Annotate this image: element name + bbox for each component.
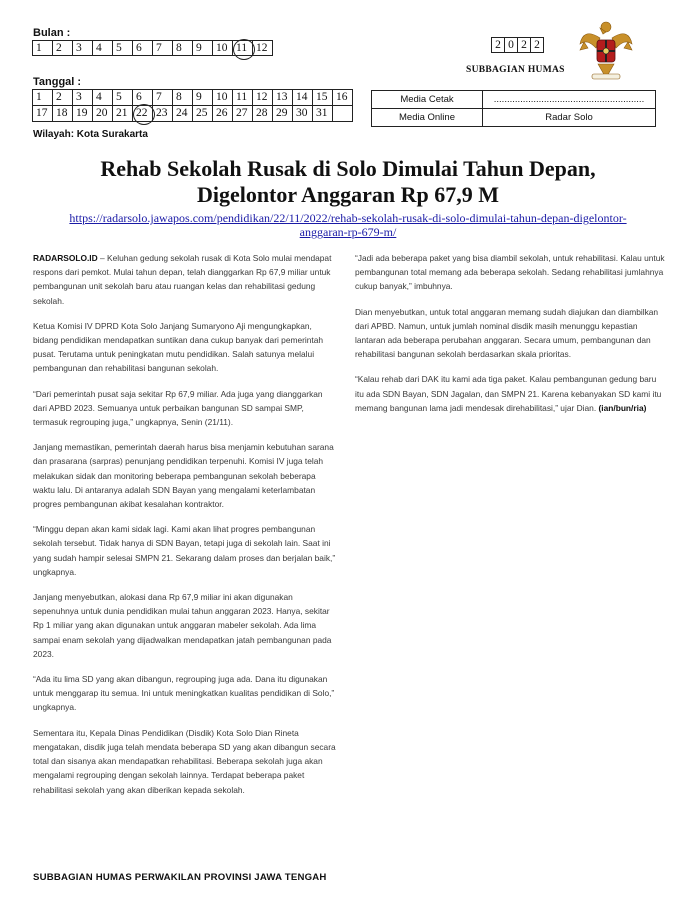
article-paragraph	[33, 387, 338, 430]
article-url-line1[interactable]: https://radarsolo.jawapos.com/pendidikan/22/11/2022/rehab-sekolah-rusak-di-solo-dimulai-tahun-depan-digelontor-	[69, 211, 627, 225]
bulan-label: Bulan :	[33, 27, 71, 39]
date-cell	[173, 106, 193, 122]
month-cell	[173, 41, 193, 56]
article-paragraph	[33, 522, 338, 579]
date-number: 25	[196, 107, 208, 119]
article-credit: (ian/bun/ria)	[598, 402, 647, 413]
date-cell	[113, 106, 133, 122]
date-cell	[253, 90, 273, 106]
month-cell	[113, 41, 133, 56]
date-cell	[113, 90, 133, 106]
paragraph-text: “Kalau rehab dari DAK itu kami ada tiga paket. Kalau pembangunan gedung baru itu ada SDN Bayan, SDN Jagalan, dan SMPN 21. Karena kebanyakan SD kami itu memang bangunan lama jadi mendesak direhabilitasi,” ujar Dian.	[355, 374, 662, 413]
year-digit: 2	[492, 38, 505, 53]
date-cell	[173, 90, 193, 106]
media-table	[371, 90, 656, 127]
media-online-value: Radar Solo	[483, 109, 656, 127]
date-number: 30	[296, 107, 308, 119]
date-number: 31	[316, 107, 328, 119]
month-number: 2	[56, 42, 62, 54]
date-number: 28	[256, 107, 268, 119]
date-cell	[273, 90, 293, 106]
article-paragraph	[33, 319, 338, 376]
date-grid	[32, 89, 353, 122]
article-url-line2[interactable]: anggaran-rp-679-m/	[299, 225, 397, 239]
month-cell	[53, 41, 73, 56]
month-cell	[253, 41, 273, 56]
date-cell	[253, 106, 273, 122]
paragraph-text: Sementara itu, Kepala Dinas Pendidikan (Disdik) Kota Solo Dian Rineta mengatakan, disdik juga telah mendata beberapa SD yang akan dibangun secara total dan sisanya akan mendapatkan rehabilitasi. Beberapa sekolah juga akan mengalami regrouping dengan sekolah lainnya. Terdapat beberapa paket rehabilitasi sekolah yang akan diberikan kepada sekolah.	[33, 727, 336, 795]
article-paragraph	[33, 672, 338, 715]
date-cell	[233, 90, 253, 106]
date-cell	[233, 106, 253, 122]
paragraph-text: “Ada itu lima SD yang akan dibangun, regrouping juga ada. Dana itu digunakan untuk menggarap itu semua. Ini untuk meningkatkan kualitas pendidikan di Solo,” ungkapnya.	[33, 674, 335, 713]
date-number: 5	[116, 91, 122, 103]
month-number: 6	[136, 42, 142, 54]
date-cell	[293, 90, 313, 106]
article-paragraph	[33, 440, 338, 511]
date-number: 13	[276, 91, 288, 103]
month-number: 9	[196, 42, 202, 54]
date-number: 3	[76, 91, 82, 103]
month-cell	[133, 41, 153, 56]
paragraph-text: “Jadi ada beberapa paket yang bisa diambil sekolah, untuk rehabilitasi. Kalau untuk pembangunan total memang ada beberapa sekolah. Sedang rehabilitasi jumlahnya cukup banyak,” imbuhnya.	[355, 253, 665, 292]
date-cell	[93, 106, 113, 122]
date-cell	[33, 106, 53, 122]
date-number: 1	[36, 91, 42, 103]
date-cell	[213, 90, 233, 106]
date-cell	[313, 106, 333, 122]
media-cetak-label: Media Cetak	[372, 91, 483, 109]
date-cell	[153, 90, 173, 106]
paragraph-text: Ketua Komisi IV DPRD Kota Solo Janjang Sumaryono Aji mengungkapkan, bidang pendidikan mendapatkan suntikan dana cukup banyak dari pemerintah pusat. Terutama untuk peningkatan mutu pendidikan. Salah satunya melalui pembangunan dan rehabilitasi bangunan sekolah.	[33, 320, 324, 374]
article-title-line2: Digelontor Anggaran Rp 67,9 M	[196, 182, 500, 207]
year-grid	[491, 37, 544, 53]
article-paragraph	[33, 726, 338, 797]
month-number: 4	[96, 42, 102, 54]
date-number: 14	[296, 91, 308, 103]
date-number: 24	[176, 107, 188, 119]
paragraph-text: – Keluhan gedung sekolah rusak di Kota Solo mulai mendapat respons dari pemkot. Mulai tahun depan, telah dianggarkan Rp 67,9 miliar untuk pembangunan unit sekolah baru atau ruangan kelas dan rehabilitasi gedung sekolah.	[33, 253, 332, 306]
date-number: 19	[76, 107, 88, 119]
date-cell	[273, 106, 293, 122]
date-number: 26	[216, 107, 228, 119]
media-online-label: Media Online	[372, 109, 483, 127]
date-cell	[193, 90, 213, 106]
date-number: 27	[236, 107, 248, 119]
paragraph-text: “Minggu depan akan kami sidak lagi. Kami akan lihat progres pembangunan sekolah tersebut. Tidak hanya di SDN Bayan, tetapi juga di sekolah lain. Saat ini yang sudah hampir selesai SMPN 21. Sekarang dalam proses dan berjalan baik,” ungkapnya.	[33, 524, 336, 577]
article-paragraph	[33, 251, 338, 308]
month-grid	[32, 40, 273, 56]
date-cell	[213, 106, 233, 122]
month-cell	[193, 41, 213, 56]
date-number: 7	[156, 91, 162, 103]
date-cell	[153, 106, 173, 122]
date-number: 10	[216, 91, 228, 103]
article-title	[20, 156, 676, 208]
date-cell	[73, 106, 93, 122]
date-cell	[333, 90, 353, 106]
month-number: 3	[76, 42, 82, 54]
media-row-cetak	[372, 91, 656, 109]
date-number: 20	[96, 107, 108, 119]
date-cell	[53, 90, 73, 106]
date-number: 16	[336, 91, 348, 103]
date-number: 17	[36, 107, 48, 119]
date-cell	[193, 106, 213, 122]
date-number: 23	[156, 107, 168, 119]
year-digit: 2	[531, 38, 544, 53]
month-cell	[233, 41, 253, 56]
date-number: 2	[56, 91, 62, 103]
article-url-link[interactable]	[20, 211, 676, 239]
footer-text: SUBBAGIAN HUMAS PERWAKILAN PROVINSI JAWA TENGAH	[33, 872, 327, 883]
article-paragraph	[33, 590, 338, 661]
article-left-column	[33, 251, 338, 808]
paragraph-text: Janjang menyebutkan, alokasi dana Rp 67,9 miliar ini akan digunakan sepenuhnya untuk dunia pendidikan mulai tahun anggaran 2023. Hanya, sekitar Rp 1 miliar yang akan digunakan untuk anggaran mabeler sekolah. Ada lima sampai enam sekolah yang dijadwalkan mendapatkan jatah pembangunan pada 2023.	[33, 592, 332, 659]
garuda-emblem-icon	[578, 18, 634, 82]
month-number: 1	[36, 42, 42, 54]
paragraph-text: Janjang memastikan, pemerintah daerah harus bisa menjamin kebutuhan sarana dan prasarana (sarpras) penunjang pendidikan terpenuhi. Komisi IV juga telah melakukan sidak dan monitoring beberapa pembangunan sekolah beberapa waktu lalu. Di antaranya adalah SDN Bayan yang mengalami keterlambatan progres pembangunan akibat kesalahan kontraktor.	[33, 442, 334, 510]
article-paragraph	[355, 305, 665, 362]
date-number: 29	[276, 107, 288, 119]
month-cell	[153, 41, 173, 56]
date-number: 12	[256, 91, 268, 103]
date-number: 11	[236, 91, 248, 103]
month-number: 5	[116, 42, 122, 54]
media-cetak-value: .........................................................	[483, 91, 656, 109]
date-cell	[133, 106, 153, 122]
date-number: 6	[136, 91, 142, 103]
article-paragraph	[355, 251, 665, 294]
article-right-column	[355, 251, 665, 426]
date-cell	[33, 90, 53, 106]
date-cell	[293, 106, 313, 122]
month-cell	[33, 41, 53, 56]
date-cell	[53, 106, 73, 122]
media-row-online	[372, 109, 656, 127]
date-cell-empty	[333, 106, 353, 122]
month-number: 7	[156, 42, 162, 54]
month-number: 11	[236, 42, 248, 54]
year-digit: 2	[518, 38, 531, 53]
month-cell	[73, 41, 93, 56]
article-paragraph	[355, 372, 665, 415]
date-cell	[73, 90, 93, 106]
date-cell	[93, 90, 113, 106]
paragraph-text: “Dari pemerintah pusat saja sekitar Rp 67,9 miliar. Ada juga yang dianggarkan dari APBD 2023. Semuanya untuk perbaikan bangunan SD sampai SMP, termasuk regrouping juga,” ungkapnya, Senin (21/11).	[33, 388, 323, 428]
date-number: 22	[136, 107, 148, 119]
date-number: 21	[116, 107, 128, 119]
date-number: 4	[96, 91, 102, 103]
article-title-line1: Rehab Sekolah Rusak di Solo Dimulai Tahun Depan,	[100, 156, 596, 181]
date-number: 8	[176, 91, 182, 103]
date-number: 18	[56, 107, 68, 119]
month-number: 10	[216, 42, 228, 54]
article-dateline: RADARSOLO.ID	[33, 253, 98, 263]
month-number: 12	[256, 42, 268, 54]
date-number: 15	[316, 91, 328, 103]
paragraph-text: Dian menyebutkan, untuk total anggaran memang sudah diajukan dan diambilkan dari APBD. Namun, untuk jumlah nominal disdik masih menunggu kepastian lantaran ada beberapa perubahan anggaran. Secara umum, pembangunan dan rehabilitasi bangunan sekolah berdasarkan skala prioritas.	[355, 306, 659, 360]
month-cell	[213, 41, 233, 56]
org-name: SUBBAGIAN HUMAS	[466, 65, 565, 75]
month-number: 8	[176, 42, 182, 54]
wilayah-label: Wilayah: Kota Surakarta	[33, 129, 148, 140]
month-cell	[93, 41, 113, 56]
tanggal-label: Tanggal :	[33, 76, 82, 88]
date-number: 9	[196, 91, 202, 103]
date-cell	[313, 90, 333, 106]
year-digit: 0	[505, 38, 518, 53]
